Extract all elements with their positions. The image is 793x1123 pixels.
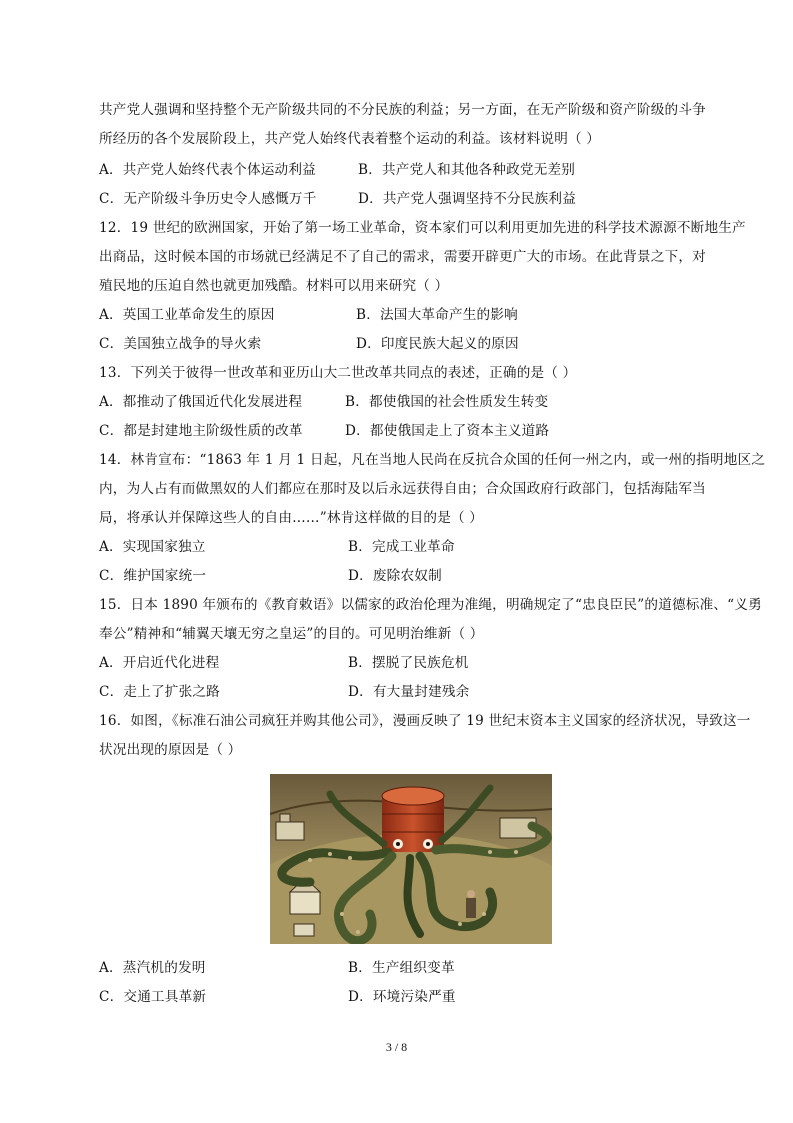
page-number: 3 / 8 (385, 1040, 408, 1054)
question-13-option-a: A．都推动了俄国近代化发展进程 (99, 394, 303, 410)
question-12-stem-line: 出商品，这时候本国的市场就已经满足不了自己的需求，需要开辟更广大的市场。在此背景之下，对 (99, 249, 706, 265)
question-13-stem: 13．下列关于彼得一世改革和亚历山大二世改革共同点的表述，正确的是（ ） (99, 365, 577, 381)
question-12-option-a: A．英国工业革命发生的原因 (99, 307, 275, 323)
question-14-option-c: C．维护国家统一 (99, 568, 207, 584)
question-12-option-d: D．印度民族大起义的原因 (356, 336, 519, 352)
question-11-option-c: C．无产阶级斗争历史令人感慨万千 (99, 191, 317, 207)
question-14-option-d: D．废除农奴制 (348, 568, 442, 584)
question-11-option-a: A．共产党人始终代表个体运动利益 (99, 162, 316, 178)
question-16-option-c: C．交通工具革新 (99, 989, 207, 1005)
question-12-stem: 12．19 世纪的欧洲国家，开始了第一场工业革命，资本家们可以利用更加先进的科学技术源源不断地生产 (99, 220, 746, 236)
question-14-stem: 14．林肯宣布：“1863 年 1 月 1 日起，凡在当地人民尚在反抗合众国的任何一州之内，或一州的指明地区之 (99, 452, 766, 468)
question-14-option-b: B．完成工业革命 (348, 539, 455, 555)
question-15-stem: 15．日本 1890 年颁布的《教育敕语》以儒家的政治伦理为准绳，明确规定了“忠良臣民”的道德标准、“义勇 (99, 597, 762, 613)
question-11-text-line: 共产党人强调和坚持整个无产阶级共同的不分民族的利益；另一方面，在无产阶级和资产阶级的斗争 (99, 102, 706, 118)
question-11-text-line: 所经历的各个发展阶段上，共产党人始终代表着整个运动的利益。该材料说明（ ） (99, 131, 601, 147)
question-13-option-c: C．都是封建地主阶级性质的改革 (99, 423, 303, 439)
question-12-stem-line: 殖民地的压迫自然也就更加残酷。材料可以用来研究（ ） (99, 278, 449, 294)
question-13-option-d: D．都使俄国走上了资本主义道路 (345, 423, 550, 439)
question-15-option-a: A．开启近代化进程 (99, 655, 220, 671)
question-12-option-b: B．法国大革命产生的影响 (356, 307, 518, 323)
question-13-option-b: B．都使俄国的社会性质发生转变 (345, 394, 549, 410)
question-16-option-a: A．蒸汽机的发明 (99, 960, 206, 976)
octopus-cartoon-icon (270, 774, 552, 944)
question-15-stem-line: 奉公”精神和“辅翼天壤无穷之皇运”的目的。可见明治维新（ ） (99, 626, 484, 642)
question-15-option-c: C．走上了扩张之路 (99, 684, 220, 700)
question-11-option-b: B．共产党人和其他各种政党无差别 (358, 162, 576, 178)
question-14-option-a: A．实现国家独立 (99, 539, 206, 555)
question-14-stem-line: 内，为人占有而做黑奴的人们都应在那时及以后永远获得自由；合众国政府行政部门，包括海陆军当 (99, 481, 706, 497)
question-16-option-b: B．生产组织变革 (348, 960, 455, 976)
question-16-option-d: D．环境污染严重 (348, 989, 456, 1005)
question-14-stem-line: 局，将承认并保障这些人的自由……”林肯这样做的目的是（ ） (99, 510, 484, 526)
question-16-stem: 16．如图，《标准石油公司疯狂并购其他公司》，漫画反映了 19 世纪末资本主义国家的经济状况，导致这一 (99, 713, 751, 729)
question-15-option-b: B．摆脱了民族危机 (348, 655, 469, 671)
question-11-option-d: D．共产党人强调坚持不分民族利益 (358, 191, 577, 207)
question-16-stem-line: 状况出现的原因是（ ） (99, 742, 242, 758)
question-15-option-d: D．有大量封建残余 (348, 684, 470, 700)
question-12-option-c: C．美国独立战争的导火索 (99, 336, 262, 352)
